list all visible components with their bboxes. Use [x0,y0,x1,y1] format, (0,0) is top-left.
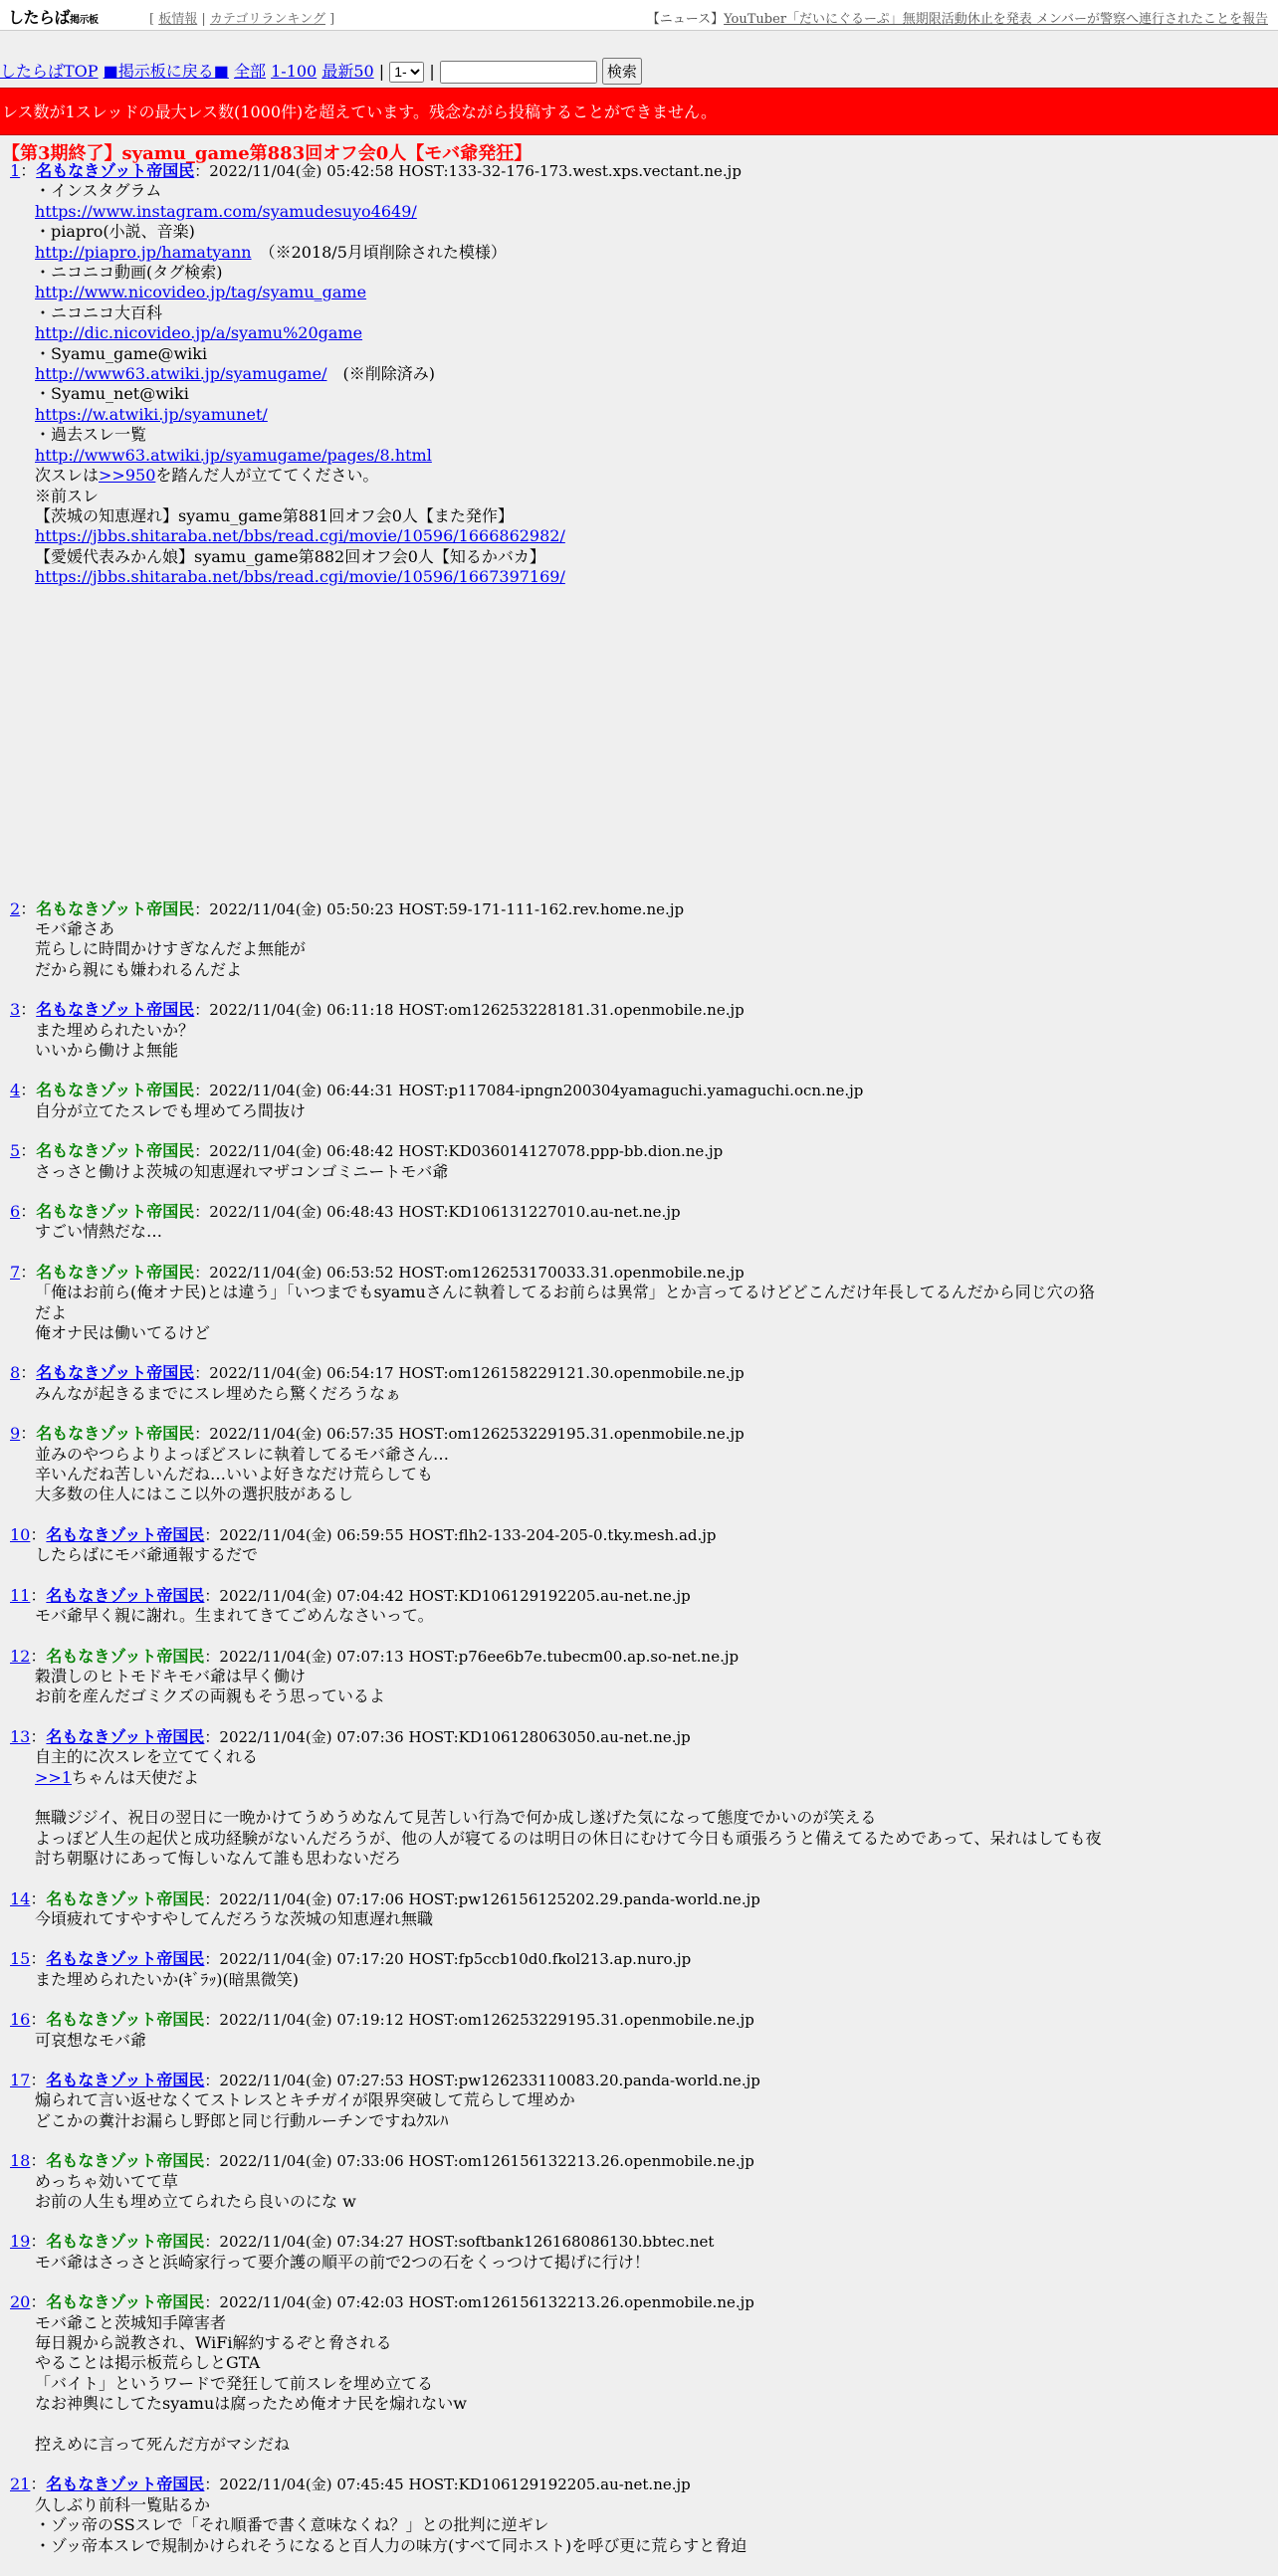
post-meta: ：2022/11/04(金) 06:57:35 HOST:om126253229195.31.openmobile.ne.jp [194,1425,745,1444]
post-spacer [10,2212,1105,2232]
post-line: 「バイト」というワードで発狂して前スレを埋め立てる [35,2373,434,2393]
post-header: 1：名もなきゾット帝国民：2022/11/04(金) 05:42:58 HOST:133-32-176-173.west.xps.vectant.ne.jp [10,161,742,180]
post-header: 13：名もなきゾット帝国民：2022/11/04(金) 07:07:36 HOST:KD106128063050.au-net.ne.jp [10,1726,691,1746]
post-header: 14：名もなきゾット帝国民：2022/11/04(金) 07:17:06 HOST:pw126156125202.29.panda-world.ne.jp [10,1888,760,1908]
poster-name: 名もなきゾット帝国民 [36,1262,195,1282]
post-spacer [10,1870,1105,1889]
post-number-link[interactable]: 15 [10,1949,31,1969]
post-line: だから親にも嫌われるんだよ [35,959,243,979]
news-link[interactable]: YouTuber「だいにぐるーぷ」無期限活動休止を発表 メンバーが警察へ連行されたことを報告 [724,12,1268,27]
post-header: 19：名もなきゾット帝国民：2022/11/04(金) 07:34:27 HOST:softbank126168086130.bbtec.net [10,2232,715,2252]
post-number-link[interactable]: 9 [10,1424,21,1444]
post-body [35,1909,1105,1929]
post-line [35,2415,1105,2435]
news-ticker: 【ニュース】YouTuber「だいにぐるーぷ」無期限活動休止を発表 メンバーが警察へ連行されたことを報告 [646,12,1268,27]
post-line: ・過去スレ一覧 [35,425,147,445]
poster-name: 名もなきゾット帝国民 [36,898,195,918]
post-line: 穀潰しのヒトモドキモバ爺は早く働け [35,1666,307,1685]
post-header: 3：名もなきゾット帝国民：2022/11/04(金) 06:11:18 HOST:om126253228181.31.openmobile.ne.jp [10,1000,745,1020]
post-spacer [10,1061,1105,1081]
post-line: 並みのやつらよりよっぽどスレに執着してるモバ爺さん… [35,1444,450,1464]
post-meta: ：2022/11/04(金) 07:17:06 HOST:pw126156125202.29.panda-world.ne.jp [204,1889,760,1908]
post-header: 8：名もなきゾット帝国民：2022/11/04(金) 06:54:17 HOST:om126158229121.30.openmobile.ne.jp [10,1363,745,1383]
shitaraba-logo[interactable]: したらば掲示板 [8,8,99,27]
post-line: また埋められたいか(ｷﾞﾗｯ)(暗黒微笑) [35,1969,299,1989]
post-number-link[interactable]: 21 [10,2475,31,2494]
post-line: 【茨城の知恵遅れ】syamu_game第881回オフ会0人【また発作】 [35,505,514,525]
post-number-link[interactable]: 12 [10,1646,31,1666]
post-spacer [10,1404,1105,1424]
post-number-link[interactable]: 4 [10,1081,21,1100]
post-limit-notice: レス数が1スレッドの最大レス数(1000件)を超えています。残念ながら投稿することができません。 [0,88,1278,135]
post-line: なお神輿にしてたsyamuは腐ったため俺オナ民を煽れないw [35,2394,467,2414]
poster-name: 名もなきゾット帝国民 [46,2151,205,2171]
post-number-link[interactable]: 7 [10,1262,21,1282]
post-spacer [10,1505,1105,1525]
post-body [35,181,1105,587]
post-spacer [10,1990,1105,2010]
post-line: 大多数の住人にはここ以外の選択肢があるし [35,1485,354,1504]
post-header: 2：名もなきゾット帝国民：2022/11/04(金) 05:50:23 HOST:59-171-111-162.rev.home.ne.jp [10,898,685,918]
post-line: モバ爺はさっさと浜崎家行って要介護の順平の前で2つの石をくっつけて掲げに行け！ [35,2252,650,2272]
post-line [35,202,1105,222]
post [10,2475,1105,2556]
post-body [35,2090,1105,2131]
post-spacer [10,2556,1105,2576]
post-header: 17：名もなきゾット帝国民：2022/11/04(金) 07:27:53 HOST:pw126233110083.20.panda-world.ne.jp [10,2070,760,2089]
thread-nav: したらばTOP ■掲示板に戻る■ 全部 1-100 最新50 | 1- | 検索 [0,58,642,85]
post-line: 俺オナ民は働いてるけど [35,1323,211,1343]
poster-name: 名もなきゾット帝国民 [36,1141,195,1161]
post-meta: ：2022/11/04(金) 06:44:31 HOST:p117084-ipngn200304yamaguchi.yamaguchi.ocn.ne.jp [194,1082,864,1100]
post-meta: ：2022/11/04(金) 05:42:58 HOST:133-32-176-173.west.xps.vectant.ne.jp [194,162,742,180]
post-meta: ：2022/11/04(金) 07:17:20 HOST:fp5ccb10d0.fkol213.ap.nuro.jp [204,1950,692,1969]
post-body [35,1606,1105,1626]
post-line [35,567,1105,587]
post-line: したらばにモバ爺通報するだで [35,1545,259,1565]
latest-50-link[interactable]: 最新50 [321,62,374,81]
post-meta: ：2022/11/04(金) 07:34:27 HOST:softbank126168086130.bbtec.net [204,2233,715,2252]
board-info-link[interactable]: 板情報 [158,12,198,27]
post-link[interactable]: https://jbbs.shitaraba.net/bbs/read.cgi/movie/10596/1667397169/ [35,567,565,587]
post-line: めっちゃ効いてて草 [35,2171,178,2191]
post-line: お前の人生も埋め立てられたら良いのにな w [35,2192,356,2212]
post-spacer [10,2131,1105,2151]
post-spacer [10,1243,1105,1263]
post-meta: ：2022/11/04(金) 07:19:12 HOST:om126253229195.31.openmobile.ne.jp [204,2011,754,2030]
post-meta: ：2022/11/04(金) 06:59:55 HOST:flh2-133-204-205-0.tky.mesh.ad.jp [204,1525,717,1544]
poster-name[interactable]: 名もなきゾット帝国民 [36,161,195,180]
post-header: 4：名もなきゾット帝国民：2022/11/04(金) 06:44:31 HOST:p117084-ipngn200304yamaguchi.yamaguchi.ocn.ne.jp [10,1081,864,1100]
post-number-link[interactable]: 8 [10,1363,21,1383]
post-line: みんなが起きるまでにスレ埋めたら驚くだろうなぁ [35,1383,402,1403]
thread-title: 【第3期終了】syamu_game第883回オフ会0人【モバ爺発狂】 [2,143,532,164]
post-body [35,1747,1105,1869]
post-line: ・ニコニコ大百科 [35,302,163,322]
post-line: ・piapro(小説、音楽) [35,222,195,242]
post-link[interactable]: >>1 [35,1767,72,1787]
poster-name[interactable]: 名もなきゾット帝国民 [46,2070,205,2089]
post-number-link[interactable]: 5 [10,1141,21,1161]
post-line: やることは掲示板荒らしとGTA [35,2353,261,2373]
post [10,2010,1105,2051]
post-header: 7：名もなきゾット帝国民：2022/11/04(金) 06:53:52 HOST:om126253170033.31.openmobile.ne.jp [10,1262,745,1282]
post-line: http://piapro.jp/hamatyann （※2018/5月頃削除された模様） [35,242,507,262]
post-list [10,161,1105,2576]
post-number-link[interactable]: 13 [10,1726,31,1746]
post-link[interactable]: https://jbbs.shitaraba.net/bbs/read.cgi/movie/10596/1666862982/ [35,526,565,546]
post-spacer [10,1343,1105,1363]
post-number-link[interactable]: 18 [10,2151,31,2171]
post-body [35,2253,1105,2273]
post-number-link[interactable]: 3 [10,1000,21,1020]
range-select[interactable] [389,62,424,83]
post-line: モバ爺さあ [35,918,115,938]
poster-name: 名もなきゾット帝国民 [46,2010,205,2030]
post-spacer [10,2051,1105,2071]
post-meta: ：2022/11/04(金) 07:27:53 HOST:pw126233110083.20.panda-world.ne.jp [204,2071,760,2089]
poster-name[interactable]: 名もなきゾット帝国民 [46,1949,205,1969]
post-line [35,1788,1105,1808]
post-meta: ：2022/11/04(金) 06:48:43 HOST:KD106131227010.au-net.ne.jp [194,1203,681,1221]
post-spacer [10,588,1105,899]
post-line [35,446,1105,466]
post-spacer [10,1566,1105,1586]
post-line: すごい情熱だな… [35,1222,163,1242]
post-link[interactable]: http://dic.nicovideo.jp/a/syamu%20game [35,323,363,343]
post-header: 15：名もなきゾット帝国民：2022/11/04(金) 07:17:20 HOST:fp5ccb10d0.fkol213.ap.nuro.jp [10,1949,692,1969]
post-header: 9：名もなきゾット帝国民：2022/11/04(金) 06:57:35 HOST:om126253229195.31.openmobile.ne.jp [10,1424,745,1444]
post [10,1424,1105,1505]
post-meta: ：2022/11/04(金) 07:45:45 HOST:KD106129192205.au-net.ne.jp [204,2476,691,2494]
post [10,1889,1105,1930]
poster-name: 名もなきゾット帝国民 [46,2292,205,2312]
post-line: どこかの糞汁お漏らし野郎と同じ行動ルーチンですねｸｽﾚﾊ [35,2110,449,2130]
post-header: 11：名もなきゾット帝国民：2022/11/04(金) 07:04:42 HOST:KD106129192205.au-net.ne.jp [10,1585,691,1605]
post-line: 今頃疲れてすやすやしてんだろうな茨城の知恵遅れ無職 [35,1908,434,1928]
post-line: モバ爺早く親に謝れ。生まれてきてごめんなさいって。 [35,1606,434,1626]
poster-name: 名もなきゾット帝国民 [46,1888,205,1908]
post [10,1727,1105,1870]
poster-name: 名もなきゾット帝国民 [46,2232,205,2252]
post-spacer [10,980,1105,1000]
post [10,161,1105,588]
post [10,899,1105,981]
post-line: 荒らしに時間かけすぎなんだよ無能が [35,939,307,959]
post-number-link[interactable]: 11 [10,1585,31,1605]
post-line: 自主的に次スレを立ててくれる [35,1747,259,1767]
post-link[interactable]: http://www63.atwiki.jp/syamugame/ [35,364,327,384]
post [10,1202,1105,1243]
poster-name: 名もなきゾット帝国民 [36,1202,195,1221]
post-header: 12：名もなきゾット帝国民：2022/11/04(金) 07:07:13 HOST:p76ee6b7e.tubecm00.ap.so-net.ne.jp [10,1646,740,1666]
post-line: ・インスタグラム [35,181,162,201]
post-spacer [10,2455,1105,2475]
all-posts-link[interactable]: 全部 [234,62,267,81]
top-bar [0,0,1278,31]
post-meta: ：2022/11/04(金) 06:11:18 HOST:om126253228181.31.openmobile.ne.jp [194,1001,745,1020]
post-link[interactable]: https://www.instagram.com/syamudesuyo4649/ [35,201,417,221]
post [10,2071,1105,2131]
post-line: ・ゾッ帝のSSスレで「それ順番で書く意味なくね？」との批判に逆ギレ [35,2515,549,2535]
post-line: http://www63.atwiki.jp/syamugame/ (※削除済み) [35,364,435,384]
post-header: 10：名もなきゾット帝国民：2022/11/04(金) 06:59:55 HOST:flh2-133-204-205-0.tky.mesh.ad.jp [10,1524,717,1544]
post-number-link[interactable]: 16 [10,2010,31,2030]
post-body [35,919,1105,980]
post [10,1000,1105,1061]
poster-name: 名もなきゾット帝国民 [36,1424,195,1444]
post-meta: ：2022/11/04(金) 07:07:13 HOST:p76ee6b7e.tubecm00.ap.so-net.ne.jp [204,1647,740,1666]
poster-name[interactable]: 名もなきゾット帝国民 [36,1000,195,1020]
search-input[interactable] [440,61,597,84]
post-line [35,405,1105,425]
post-link[interactable]: https://w.atwiki.jp/syamunet/ [35,404,268,424]
post-line [35,526,1105,546]
post-line: ・ニコニコ動画(タグ検索) [35,263,223,283]
post-line: お前を産んだゴミクズの両親もそう思っているよ [35,1686,385,1706]
post-line: また埋められたいか？ [35,1020,195,1040]
post-number-link[interactable]: 6 [10,1202,21,1221]
post-meta: ：2022/11/04(金) 05:50:23 HOST:59-171-111-162.rev.home.ne.jp [194,899,685,918]
post-line: 可哀想なモバ爺 [35,2030,147,2050]
post-body [35,1545,1105,1565]
post-spacer [10,1627,1105,1647]
post [10,1263,1105,1344]
post-line: 次スレは>>950を踏んだ人が立ててください。 [35,466,379,486]
post-meta: ：2022/11/04(金) 07:07:36 HOST:KD106128063050.au-net.ne.jp [204,1727,691,1746]
post-number-link[interactable]: 14 [10,1888,31,1908]
post-header: 21：名もなきゾット帝国民：2022/11/04(金) 07:45:45 HOST:KD106129192205.au-net.ne.jp [10,2475,691,2494]
range-1-100-link[interactable]: 1-100 [271,62,318,81]
post-line [35,323,1105,343]
post-body [35,1283,1105,1343]
post-body [35,2495,1105,2556]
post-body [35,2313,1105,2456]
back-to-board-link[interactable]: ■掲示板に戻る■ [103,62,229,81]
post-meta: ：2022/11/04(金) 06:53:52 HOST:om126253170033.31.openmobile.ne.jp [194,1263,745,1282]
post [10,1586,1105,1627]
post-spacer [10,2273,1105,2292]
post-header: 18：名もなきゾット帝国民：2022/11/04(金) 07:33:06 HOST:om126156132213.26.openmobile.ne.jp [10,2151,754,2171]
post-line: モバ爺こと茨城知手障害者 [35,2312,227,2332]
post-line: 毎日親から説教され、WiFi解約するぞと脅される [35,2333,392,2353]
post-meta: ：2022/11/04(金) 07:33:06 HOST:om126156132213.26.openmobile.ne.jp [204,2152,754,2171]
post-link[interactable]: http://www63.atwiki.jp/syamugame/pages/8.html [35,445,432,465]
post-number-link[interactable]: 10 [10,1524,31,1544]
post-link[interactable]: >>950 [99,466,156,486]
post-meta: ：2022/11/04(金) 07:04:42 HOST:KD106129192205.au-net.ne.jp [204,1586,691,1605]
category-ranking-link[interactable]: カテゴリランキング [209,12,325,27]
post [10,2292,1105,2455]
post-line: 煽られて言い返せなくてストレスとキチガイが限界突破して荒らして埋めか [35,2090,575,2110]
post-line: 辛いんだね苦しいんだね…いいよ好きなだけ荒らしても [35,1465,434,1485]
post-number-link[interactable]: 20 [10,2292,31,2312]
post-line: いいから働けよ無能 [35,1040,179,1060]
post-line: 自分が立てたスレでも埋めてろ間抜け [35,1100,307,1120]
poster-name: 名もなきゾット帝国民 [36,1081,195,1100]
post-header: 6：名もなきゾット帝国民：2022/11/04(金) 06:48:43 HOST:KD106131227010.au-net.ne.jp [10,1202,681,1221]
post-body [35,2031,1105,2051]
post-number-link[interactable]: 19 [10,2232,31,2252]
search-button[interactable]: 検索 [602,58,642,85]
poster-name[interactable]: 名もなきゾット帝国民 [46,1585,205,1605]
post-line: 久しぶり前科一覧貼るか [35,2494,211,2514]
poster-name[interactable]: 名もなきゾット帝国民 [46,2475,205,2494]
post-line: よっぽど人生の起伏と成功経験がないんだろうが、他の人が寝てるのは明日の休日にむけて今日も頑張ろうと備えてるためであって、呆れはしても夜討ち朝駆けにあって悔しいなんて誰も思わないだろ [35,1828,1102,1869]
post [10,1363,1105,1404]
post-number-link[interactable]: 1 [10,161,21,180]
post [10,2232,1105,2273]
post-body [35,1970,1105,1990]
post-header: 16：名もなきゾット帝国民：2022/11/04(金) 07:19:12 HOST:om126253229195.31.openmobile.ne.jp [10,2010,754,2030]
post [10,1141,1105,1182]
post-line: >>1ちゃんは天使だよ [35,1767,200,1787]
post-header: 20：名もなきゾット帝国民：2022/11/04(金) 07:42:03 HOST:om126156132213.26.openmobile.ne.jp [10,2292,754,2312]
poster-name[interactable]: 名もなきゾット帝国民 [46,1524,205,1544]
post-body [35,2172,1105,2213]
post-spacer [10,1929,1105,1949]
post-line: さっさと働けよ茨城の知恵遅れマザコンゴミニートモバ爺 [35,1161,449,1181]
post-line: 無職ジジイ、祝日の翌日に一晩かけてうめうめなんて見苦しい行為で何か成し遂げた気になって態度でかいのが笑える [35,1808,877,1828]
post-body [35,1162,1105,1182]
post-body [35,1445,1105,1505]
post-body [35,1021,1105,1062]
poster-name[interactable]: 名もなきゾット帝国民 [46,1726,205,1746]
post-meta: ：2022/11/04(金) 06:54:17 HOST:om126158229121.30.openmobile.ne.jp [194,1364,745,1383]
post [10,1081,1105,1121]
post-spacer [10,1707,1105,1727]
post-line: 「俺はお前ら(俺オナ民)とは違う」「いつまでもsyamuさんに執着してるお前らは異常」とか言ってるけどどこんだけ年長してるんだから同じ穴の狢だよ [35,1283,1095,1322]
post-header: 5：名もなきゾット帝国民：2022/11/04(金) 06:48:42 HOST:KD036014127078.ppp-bb.dion.ne.jp [10,1141,724,1161]
post-line: ・Syamu_net@wiki [35,384,189,404]
top-links: [ 板情報 | カテゴリランキング ] [149,12,335,27]
poster-name: 名もなきゾット帝国民 [46,1646,205,1666]
post-meta: ：2022/11/04(金) 07:42:03 HOST:om126156132213.26.openmobile.ne.jp [204,2293,754,2312]
shitaraba-top-link[interactable]: したらばTOP [0,62,99,81]
post-line [35,283,1105,302]
post-spacer [10,1121,1105,1141]
post-body [35,1101,1105,1121]
post-body [35,1384,1105,1404]
post-number-link[interactable]: 17 [10,2070,31,2089]
post-link[interactable]: http://piapro.jp/hamatyann [35,242,252,262]
post-line: 【愛媛代表みかん娘】syamu_game第882回オフ会0人【知るかバカ】 [35,546,545,566]
post-number-link[interactable]: 2 [10,898,21,918]
post-body [35,1667,1105,1707]
post-line: ・Syamu_game@wiki [35,343,208,363]
post-body [35,1222,1105,1242]
poster-name[interactable]: 名もなきゾット帝国民 [36,1363,195,1383]
post-line: ※前スレ [35,486,100,505]
post-link[interactable]: http://www.nicovideo.jp/tag/syamu_game [35,283,367,302]
post-line: ・ゾッ帝本スレで規制かけられそうになると百人力の味方(すべて同ホスト)を呼び更に荒らすと脅迫 [35,2535,747,2555]
post-meta: ：2022/11/04(金) 06:48:42 HOST:KD036014127078.ppp-bb.dion.ne.jp [194,1142,724,1161]
post-line: 控えめに言って死んだ方がマシだね [35,2435,291,2455]
post [10,1647,1105,1707]
post [10,1525,1105,1566]
post-spacer [10,1182,1105,1202]
post [10,1949,1105,1990]
post [10,2151,1105,2212]
